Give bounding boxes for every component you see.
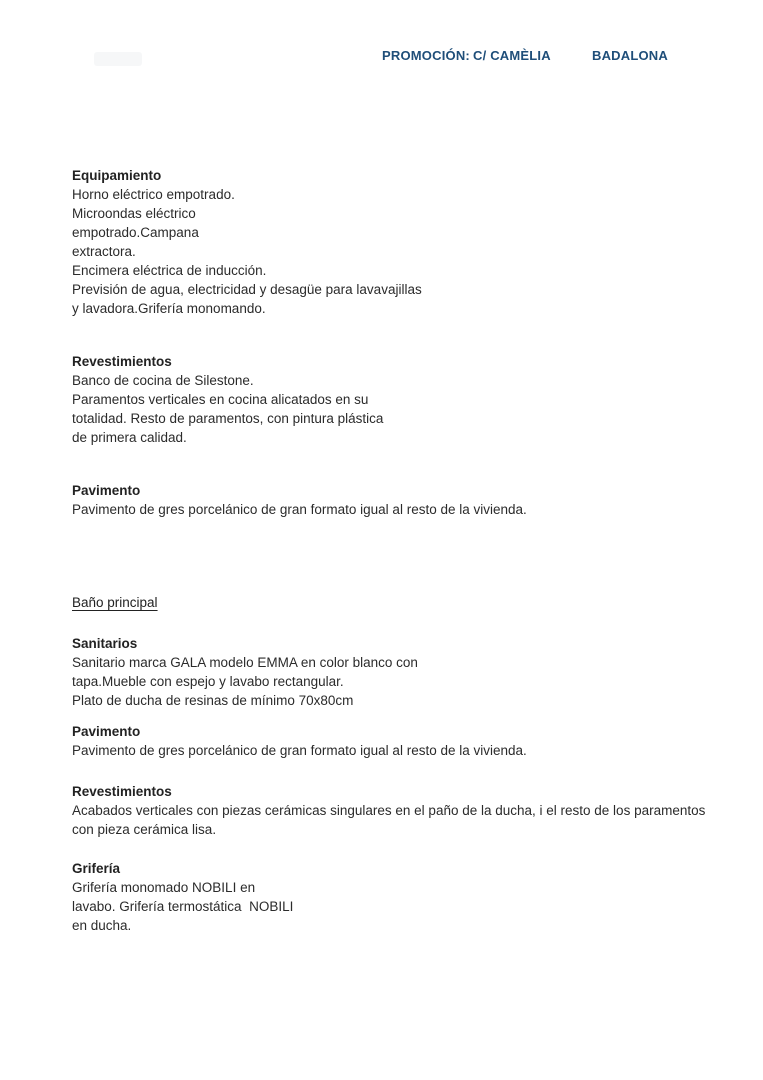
section-heading: Sanitarios bbox=[72, 636, 138, 651]
text-line: Banco de cocina de Silestone. bbox=[72, 373, 254, 388]
text-line: empotrado.Campana bbox=[72, 225, 199, 240]
text-line: Encimera eléctrica de inducción. bbox=[72, 263, 267, 278]
faded-logo bbox=[94, 52, 142, 66]
text-line: tapa.Mueble con espejo y lavabo rectangular. bbox=[72, 674, 344, 689]
text-line: Pavimento de gres porcelánico de gran formato igual al resto de la vivienda. bbox=[72, 743, 527, 758]
section-heading: Pavimento bbox=[72, 724, 141, 739]
promotion-label: PROMOCIÓN: bbox=[382, 48, 470, 63]
section-heading: Pavimento bbox=[72, 483, 141, 498]
section-heading: Revestimientos bbox=[72, 784, 172, 799]
text-line: Grifería monomado NOBILI en bbox=[72, 880, 256, 895]
text-line: con pieza cerámica lisa. bbox=[72, 822, 217, 837]
section-heading: Grifería bbox=[72, 861, 121, 876]
text-line: y lavadora.Grifería monomando. bbox=[72, 301, 266, 316]
text-line: Microondas eléctrico bbox=[72, 206, 196, 221]
text-line: Horno eléctrico empotrado. bbox=[72, 187, 235, 202]
text-line: en ducha. bbox=[72, 918, 132, 933]
subtitle-bano-principal: Baño principal bbox=[72, 595, 158, 610]
section-pavimento-bano bbox=[72, 722, 743, 760]
text-line: Acabados verticales con piezas cerámicas singulares en el paño de la ducha, i el resto de los paramentos bbox=[72, 803, 706, 818]
text-line: lavabo. Grifería termostática NOBILI bbox=[72, 899, 294, 914]
section-heading: Revestimientos bbox=[72, 354, 172, 369]
section-revestimientos-bano bbox=[72, 782, 743, 839]
section-pavimento-cocina bbox=[72, 481, 743, 519]
text-line: Paramentos verticales en cocina alicatados en su bbox=[72, 392, 369, 407]
section-heading: Equipamiento bbox=[72, 168, 162, 183]
text-line: Previsión de agua, electricidad y desagüe para lavavajillas bbox=[72, 282, 422, 297]
promotion-city: BADALONA bbox=[592, 48, 668, 63]
section-revestimientos-cocina bbox=[72, 352, 743, 447]
text-line: totalidad. Resto de paramentos, con pintura plástica bbox=[72, 411, 384, 426]
text-line: Plato de ducha de resinas de mínimo 70x80cm bbox=[72, 693, 354, 708]
promotion-street: C/ CAMÈLIA bbox=[473, 48, 551, 63]
section-sanitarios bbox=[72, 634, 743, 710]
section-griferia bbox=[72, 859, 743, 935]
text-line: Pavimento de gres porcelánico de gran formato igual al resto de la vivienda. bbox=[72, 502, 527, 517]
text-line: Sanitario marca GALA modelo EMMA en color blanco con bbox=[72, 655, 418, 670]
text-line: extractora. bbox=[72, 244, 136, 259]
section-equipamiento bbox=[72, 166, 743, 318]
text-line: de primera calidad. bbox=[72, 430, 187, 445]
